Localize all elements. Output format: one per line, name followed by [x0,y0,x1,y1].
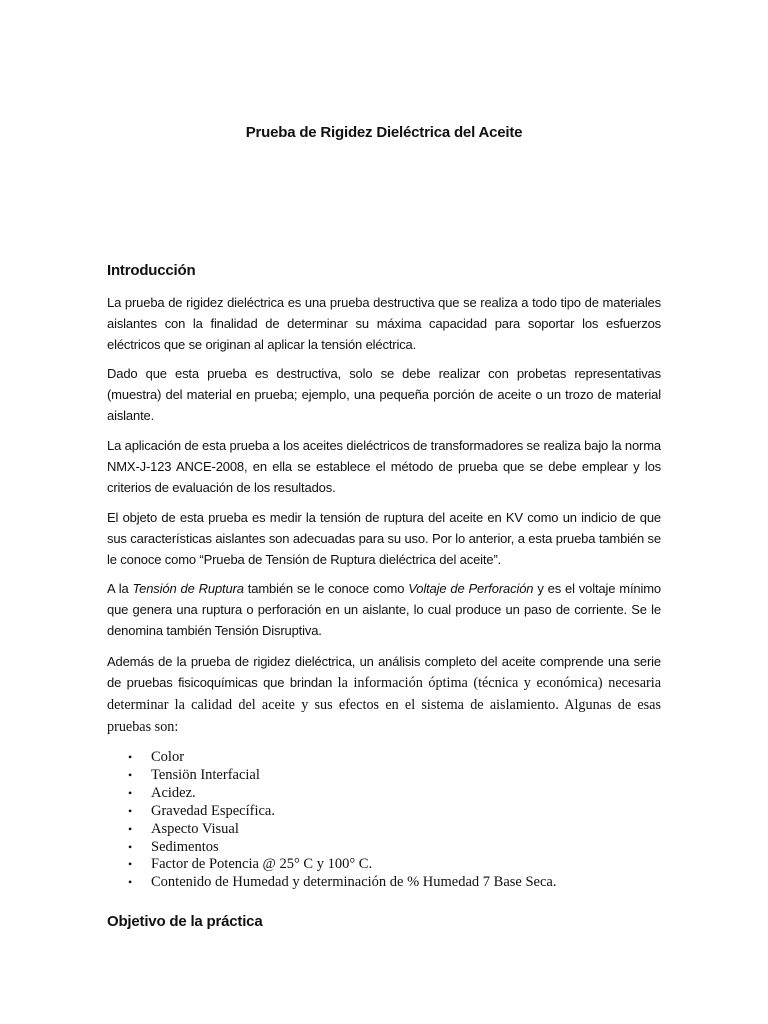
paragraph-1: La prueba de rigidez dieléctrica es una prueba destructiva que se realiza a todo tipo de materiales aislantes con la finalidad de determinar su máxima capacidad para soportar los esfuerzos eléctricos que se originan al aplicar la tensión eléctrica. [107,295,661,352]
list-item-text: Color [151,749,185,765]
list-item-text: Aspecto Visual [151,820,239,837]
list-item-text: Factor de Potencia @ 25° C y 100° C. [151,856,373,873]
paragraph-6-part-b: la información óptima (técnica y económica) necesaria determinar la calidad del aceite y sus efectos en el sistema de aislamiento. Algunas de esas pruebas son: [107,675,661,735]
list-item-text: Sedimentos [151,838,219,855]
list-item-text: Tensiön Interfacial [151,766,260,783]
bullet-icon: • [128,821,133,836]
term-voltaje-de-perforacion: Voltaje de Perforación [408,581,534,596]
term-tension-de-ruptura: Tensión de Ruptura [132,581,244,596]
intro-heading: Introducción [107,262,196,279]
bullet-icon: • [128,803,133,818]
paragraph-6 [107,651,661,738]
list-item [107,767,556,785]
paragraph-2: Dado que esta prueba es destructiva, solo se debe realizar con probetas representativas (muestra) del material en prueba; ejemplo, una pequeña porción de aceite o un trozo de material aislante. [107,366,661,423]
paragraph-5-part-a: A la [107,581,133,596]
paragraph-5 [107,578,661,641]
bullet-icon: • [128,839,133,854]
list-item-text: Contenido de Humedad y determinación de % Humedad 7 Base Seca. [151,874,557,891]
list-item [107,803,556,821]
paragraph-5-part-b: también se le conoce como [243,581,409,596]
tests-list [107,749,556,892]
paragraph-3: La aplicación de esta prueba a los aceites dieléctricos de transformadores se realiza bajo la norma NMX-J-123 ANCE-2008, en ella se establece el método de prueba que se debe emplear y los criterios de evaluación de los resultados. [107,438,661,495]
bullet-icon: • [128,857,133,872]
list-item [107,749,556,767]
paragraph-6-part-a: Además de la prueba de rigidez dieléctrica, un análisis completo del aceite comprende una serie de pruebas fisicoquímicas que brindan [107,654,661,690]
objective-heading: Objetivo de la práctica [107,913,263,930]
paragraph-5-part-c: y es el voltaje mínimo que genera una ruptura o perforación en un aislante, lo cual produce un paso de corriente. Se le denomina también Tensión Disruptiva. [107,581,661,638]
bullet-icon: • [128,750,133,764]
bullet-icon: • [128,785,133,800]
list-item-text: Gravedad Específica. [151,802,275,819]
bullet-icon: • [128,767,133,782]
bullet-icon: • [128,875,133,890]
list-item [107,839,556,857]
list-item [107,856,556,874]
document-title: Prueba de Rigidez Dieléctrica del Aceite [245,124,523,141]
paragraph-4: El objeto de esta prueba es medir la tensión de ruptura del aceite en KV como un indicio de que sus características aislantes son adecuadas para su uso. Por lo anterior, a esta prueba también se le conoce como “Prueba de Tensión de Ruptura dieléctrica del aceite”. [107,510,661,567]
list-item [107,821,556,839]
list-item [107,785,556,803]
list-item-text: Acidez. [151,784,196,801]
list-item [107,874,556,892]
